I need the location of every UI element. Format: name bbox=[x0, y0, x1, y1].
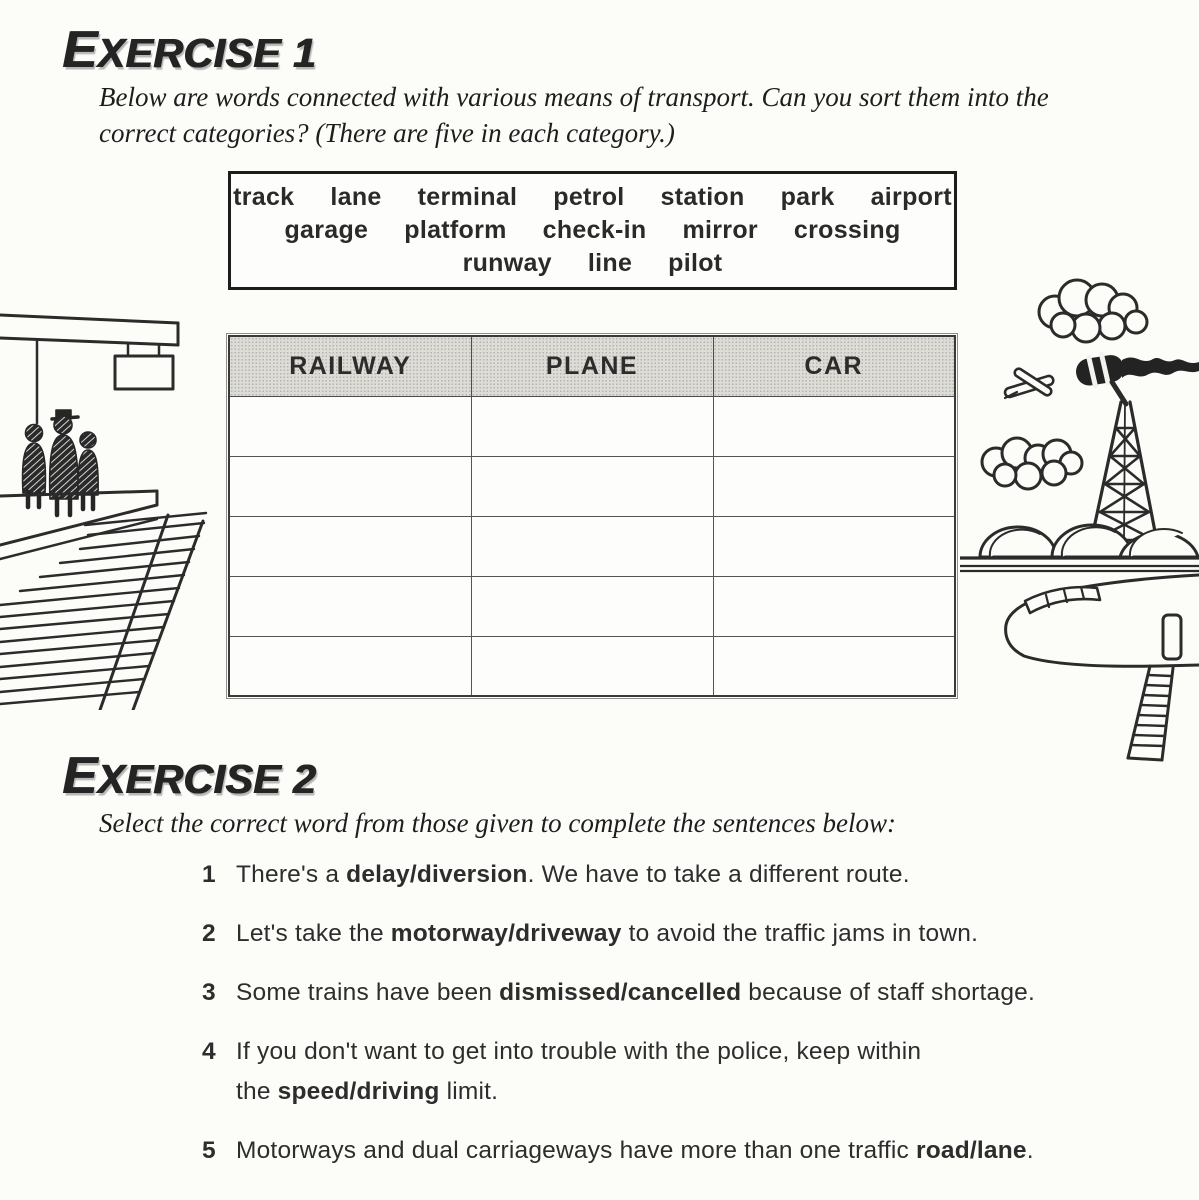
empty-cell bbox=[229, 636, 471, 696]
exercise2-instructions: Select the correct word from those given to complete the sentences below: bbox=[99, 808, 897, 838]
passengers-icon bbox=[23, 410, 99, 515]
column-header-railway: RAILWAY bbox=[229, 336, 471, 396]
empty-cell bbox=[229, 396, 471, 456]
empty-cell bbox=[229, 516, 471, 576]
empty-cell bbox=[713, 636, 955, 696]
runway-lines-icon bbox=[960, 558, 1199, 571]
word-box bbox=[228, 171, 957, 290]
lattice-tower-icon bbox=[1091, 402, 1157, 542]
word-chip: airport bbox=[870, 183, 952, 211]
sentence-item bbox=[202, 1032, 1152, 1112]
boarding-stairs-icon bbox=[1128, 666, 1173, 760]
empty-cell bbox=[471, 516, 713, 576]
station-canopy-icon bbox=[0, 315, 178, 345]
sentence-number: 2 bbox=[202, 920, 216, 947]
word-choice: speed/driving bbox=[277, 1078, 440, 1105]
word-chip: lane bbox=[330, 183, 382, 211]
sentence-number: 4 bbox=[202, 1038, 216, 1065]
empty-cell bbox=[713, 576, 955, 636]
word-chip: park bbox=[780, 183, 835, 211]
table-row bbox=[229, 636, 955, 696]
cloud-icon bbox=[982, 438, 1082, 489]
sentence-text: Motorways and dual carriageways have more than one traffic road/lane. bbox=[236, 1137, 1034, 1164]
sentence-text: There's a delay/diversion. We have to take a different route. bbox=[236, 861, 910, 888]
word-choice: delay/diversion bbox=[346, 861, 528, 888]
sentence-item bbox=[202, 914, 1152, 954]
sentence-text: Let's take the motorway/driveway to avoid the traffic jams in town. bbox=[236, 920, 979, 947]
empty-cell bbox=[713, 516, 955, 576]
empty-cell bbox=[471, 456, 713, 516]
word-chip: pilot bbox=[668, 249, 723, 277]
sentence-list bbox=[202, 855, 1152, 1190]
cloud-icon bbox=[1039, 280, 1147, 342]
category-sort-table bbox=[228, 335, 956, 697]
empty-cell bbox=[471, 576, 713, 636]
empty-cell bbox=[471, 396, 713, 456]
word-chip: station bbox=[660, 183, 745, 211]
table-row bbox=[229, 396, 955, 456]
empty-cell bbox=[229, 576, 471, 636]
word-chip: petrol bbox=[553, 183, 625, 211]
empty-cell bbox=[713, 396, 955, 456]
word-chip: terminal bbox=[417, 183, 518, 211]
platform-sign-icon bbox=[115, 344, 173, 389]
sentence-number: 5 bbox=[202, 1137, 216, 1164]
word-choice: road/lane bbox=[916, 1137, 1027, 1164]
word-chip: mirror bbox=[682, 216, 758, 244]
small-plane-icon bbox=[1004, 367, 1054, 398]
word-chip: track bbox=[233, 183, 295, 211]
sentence-item bbox=[202, 1131, 1152, 1171]
sentence-item bbox=[202, 973, 1152, 1013]
railway-platform-illustration bbox=[0, 293, 230, 710]
table-row bbox=[229, 576, 955, 636]
sentence-text: Some trains have been dismissed/cancelled because of staff shortage. bbox=[236, 979, 1035, 1006]
empty-cell bbox=[471, 636, 713, 696]
word-choice: motorway/driveway bbox=[390, 920, 622, 947]
windsock-icon bbox=[1074, 351, 1199, 404]
word-chip: garage bbox=[284, 216, 369, 244]
word-line bbox=[241, 216, 944, 245]
exercise1-heading: EXERCISE 1 bbox=[62, 21, 316, 79]
sentence-number: 3 bbox=[202, 979, 216, 1006]
table-header-row bbox=[229, 336, 955, 396]
exercise1-instructions: Below are words connected with various means of transport. Can you sort them into the correct categories? (There are five in each category.) bbox=[99, 82, 1049, 148]
table-body bbox=[229, 396, 955, 696]
platform-edge-icon bbox=[0, 491, 157, 559]
word-chip: crossing bbox=[793, 216, 901, 244]
empty-cell bbox=[229, 456, 471, 516]
word-chip: line bbox=[587, 249, 633, 277]
table-row bbox=[229, 456, 955, 516]
plane-nose-icon bbox=[1006, 575, 1199, 760]
word-chip: runway bbox=[462, 249, 552, 277]
column-header-plane: PLANE bbox=[471, 336, 713, 396]
word-line bbox=[233, 183, 952, 212]
word-line bbox=[241, 249, 944, 278]
railway-track-icon bbox=[0, 513, 206, 710]
exercise2-heading: EXERCISE 2 bbox=[62, 747, 316, 805]
word-choice: dismissed/cancelled bbox=[499, 979, 742, 1006]
hangar-domes-icon bbox=[980, 525, 1198, 557]
sentence-item bbox=[202, 855, 1152, 895]
empty-cell bbox=[713, 456, 955, 516]
word-chip: platform bbox=[404, 216, 507, 244]
column-header-car: CAR bbox=[713, 336, 955, 396]
word-chip: check-in bbox=[542, 216, 647, 244]
sentence-text: If you don't want to get into trouble with the police, keep within the speed/driving limit. bbox=[236, 1038, 922, 1105]
table-row bbox=[229, 516, 955, 576]
sentence-number: 1 bbox=[202, 861, 216, 888]
airport-illustration bbox=[960, 270, 1199, 770]
